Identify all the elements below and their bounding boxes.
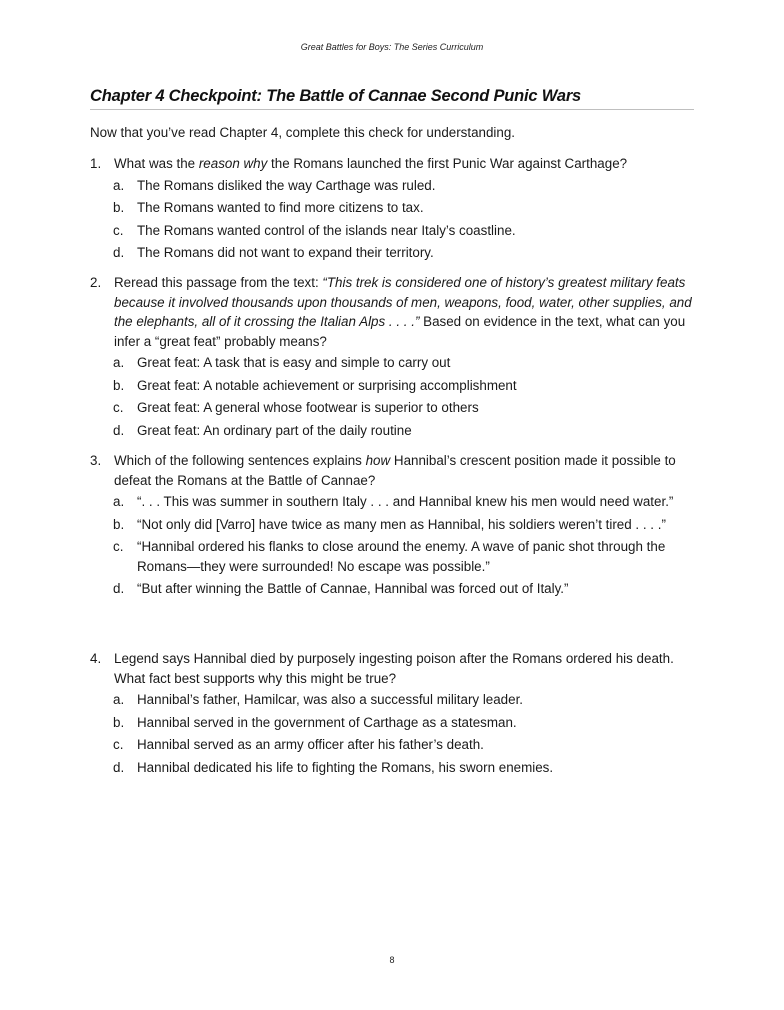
question-number: 1. <box>90 156 102 171</box>
answer-option-b <box>113 376 694 396</box>
question-number: 2. <box>90 275 102 290</box>
option-letter: b. <box>113 377 125 393</box>
option-letter: a. <box>113 494 125 509</box>
answer-option-a <box>113 492 694 512</box>
option-text: “Hannibal ordered his flanks to close around the enemy. A wave of panic shot through the Romans—they were surrounded! No escape was possible.” <box>137 539 666 574</box>
page-number: 8 <box>389 955 395 965</box>
option-text: The Romans did not want to expand their territory. <box>137 245 434 260</box>
option-text: The Romans wanted to find more citizens to tax. <box>137 200 424 215</box>
option-letter: a. <box>113 177 125 193</box>
option-text: The Romans wanted control of the islands near Italy’s coastline. <box>137 222 516 238</box>
option-text: Great feat: A notable achievement or surprising accomplishment <box>137 377 517 393</box>
question-prompt: Reread this passage from the text: “This trek is considered one of history’s greatest military feats because it involved thousands upon thousands of men, weapons, food, water, other supplies, and the elephants, all of it crossing the Italian Alps . . . .” Based on evidence in the text, what can you infer a “great feat” probably means? <box>114 275 692 349</box>
question-number: 3. <box>90 453 102 468</box>
answer-option-c <box>113 735 694 755</box>
option-text: Great feat: An ordinary part of the daily routine <box>137 422 412 438</box>
question-1 <box>90 154 694 266</box>
answer-options <box>90 690 694 777</box>
answer-option-d <box>113 243 694 263</box>
option-text: “Not only did [Varro] have twice as many men as Hannibal, his soldiers weren’t tired . . . .” <box>137 516 666 532</box>
option-text: Great feat: A task that is easy and simple to carry out <box>137 355 451 370</box>
answer-option-d <box>113 421 694 441</box>
answer-option-c <box>113 537 694 576</box>
option-letter: c. <box>113 400 124 415</box>
option-letter: c. <box>113 539 124 554</box>
option-text: Hannibal served in the government of Carthage as a statesman. <box>137 714 517 730</box>
answer-option-a <box>113 690 694 710</box>
option-text: Hannibal served as an army officer after his father’s death. <box>137 737 484 752</box>
option-letter: b. <box>113 516 125 532</box>
option-letter: a. <box>113 355 125 370</box>
option-text: “But after winning the Battle of Cannae, Hannibal was forced out of Italy.” <box>137 581 569 596</box>
question-prompt: What was the reason why the Romans launched the first Punic War against Carthage? <box>114 156 628 171</box>
option-letter: d. <box>113 759 125 775</box>
answer-option-c <box>113 221 694 241</box>
answer-option-d <box>113 579 694 599</box>
answer-option-b <box>113 713 694 733</box>
option-letter: c. <box>113 222 124 238</box>
option-text: “. . . This was summer in southern Italy . . . and Hannibal knew his men would need water.” <box>137 494 674 509</box>
question-3 <box>90 451 694 602</box>
option-text: Great feat: A general whose footwear is superior to others <box>137 400 479 415</box>
intro-text: Now that you’ve read Chapter 4, complete this check for understanding. <box>90 125 516 140</box>
answer-option-a <box>113 353 694 373</box>
page-title: Chapter 4 Checkpoint: The Battle of Cannae Second Punic Wars <box>90 87 694 110</box>
question-prompt: Legend says Hannibal died by purposely ingesting poison after the Romans ordered his death. What fact best supports why this might be true? <box>114 651 674 686</box>
option-letter: b. <box>113 200 125 215</box>
running-header: Great Battles for Boys: The Series Curriculum <box>300 42 484 52</box>
option-letter: d. <box>113 581 125 596</box>
option-letter: d. <box>113 422 125 438</box>
answer-options <box>90 492 694 599</box>
answer-option-b <box>113 198 694 218</box>
answer-option-c <box>113 398 694 418</box>
answer-option-b <box>113 515 694 535</box>
answer-option-d <box>113 758 694 778</box>
question-number: 4. <box>90 651 102 666</box>
answer-options <box>90 176 694 263</box>
question-4 <box>90 649 694 780</box>
option-text: Hannibal’s father, Hamilcar, was also a successful military leader. <box>137 692 524 707</box>
question-2 <box>90 273 694 443</box>
option-letter: a. <box>113 692 125 707</box>
option-letter: b. <box>113 714 125 730</box>
option-letter: c. <box>113 737 124 752</box>
answer-option-a <box>113 176 694 196</box>
option-letter: d. <box>113 245 125 260</box>
question-prompt: Which of the following sentences explains how Hannibal’s crescent position made it possible to defeat the Romans at the Battle of Cannae? <box>114 453 676 488</box>
option-text: The Romans disliked the way Carthage was ruled. <box>137 177 436 193</box>
answer-options <box>90 353 694 440</box>
option-text: Hannibal dedicated his life to fighting the Romans, his sworn enemies. <box>137 759 554 775</box>
